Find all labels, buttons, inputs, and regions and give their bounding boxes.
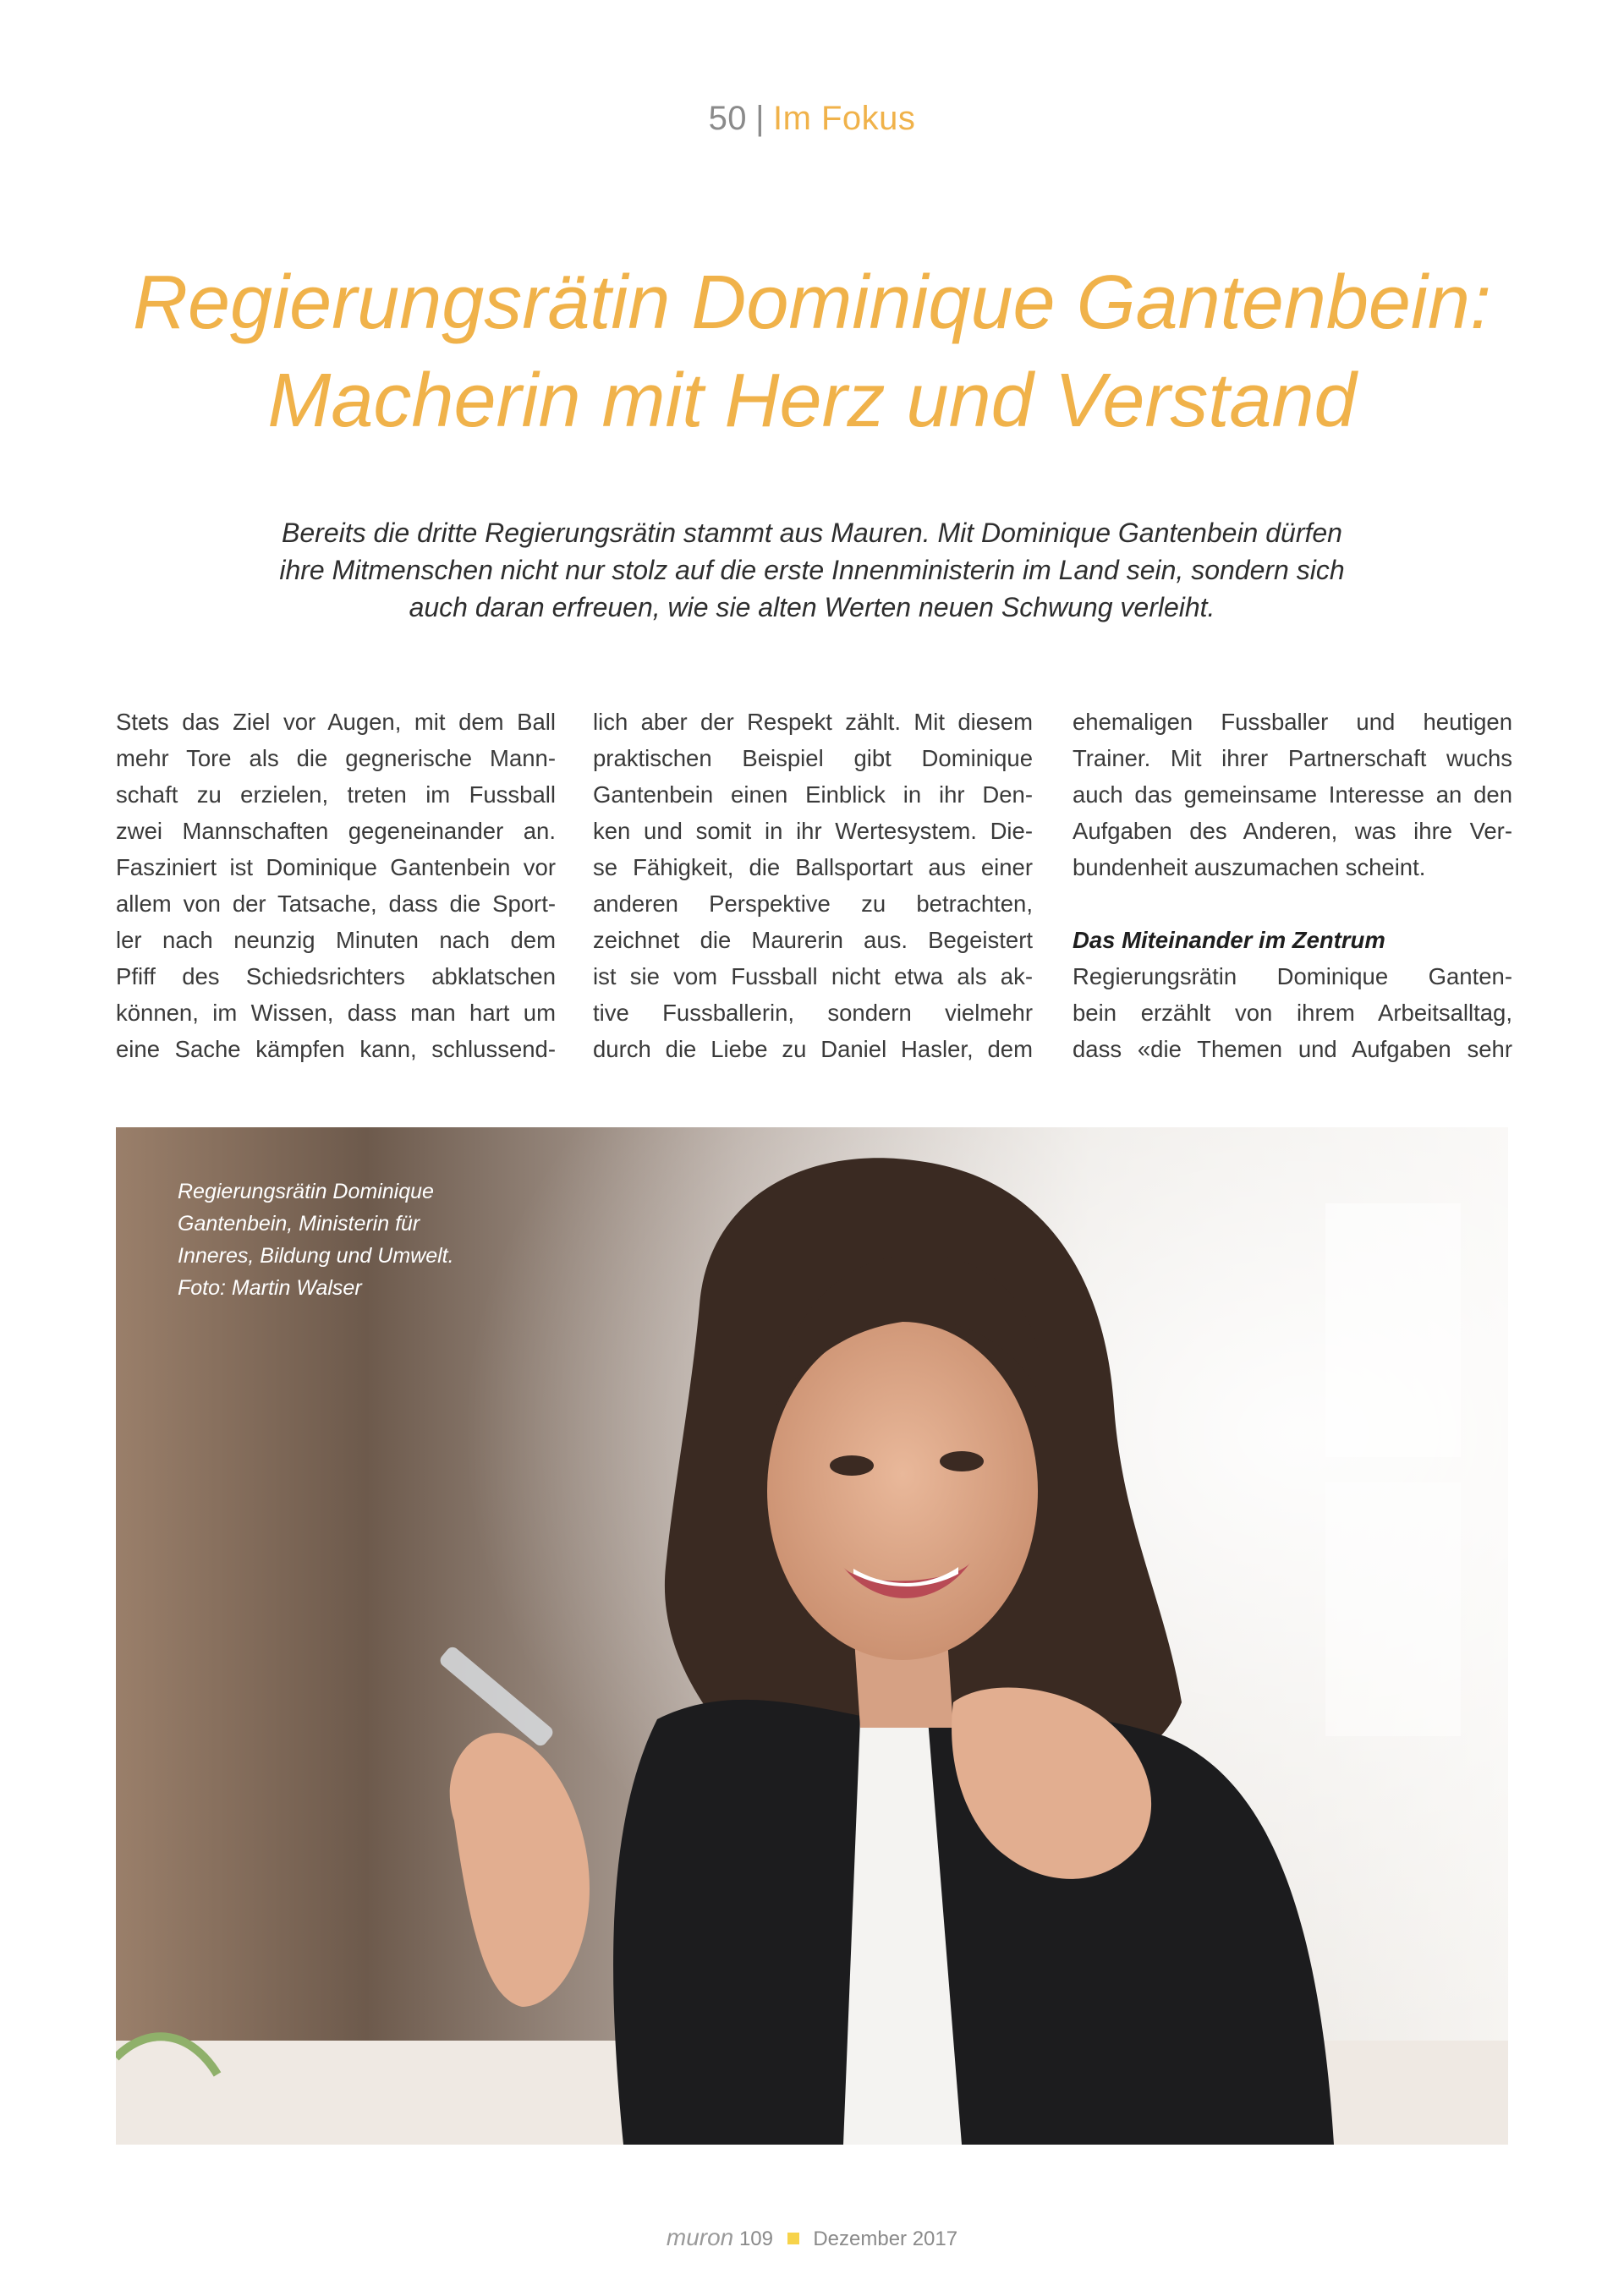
article-title	[85, 254, 1539, 450]
body-line: auch das gemeinsame Interesse an den	[1073, 781, 1512, 808]
body-line: Pfiff des Schiedsrichters abklatschen	[116, 963, 556, 989]
body-line: anderen Perspektive zu betrachten,	[593, 890, 1033, 917]
body-line: Trainer. Mit ihrer Partnerschaft wuchs	[1073, 745, 1512, 771]
body-line: Gantenbein einen Einblick in ihr Den-	[593, 781, 1033, 808]
body-line: zwei Mannschaften gegeneinander an.	[116, 818, 556, 844]
article-lead	[203, 514, 1421, 626]
issue-number: 109	[738, 2228, 773, 2250]
body-line: lich aber der Respekt zählt. Mit diesem	[593, 709, 1033, 735]
caption-line: Gantenbein, Ministerin für	[178, 1212, 420, 1236]
body-line: ist sie vom Fussball nicht etwa als ak-	[593, 963, 1033, 989]
lead-line: ihre Mitmenschen nicht nur stolz auf die erste Innenministerin im Land sein, sondern sich	[279, 555, 1345, 585]
body-line: bundenheit auszumachen scheint.	[1073, 854, 1426, 880]
article-title-line: Regierungsrätin Dominique Gantenbein:	[133, 260, 1491, 345]
body-line: dass «die Themen und Aufgaben sehr	[1073, 1036, 1512, 1062]
body-line: zeichnet die Maurerin aus. Begeistert	[593, 927, 1033, 953]
text-column-3	[1073, 704, 1512, 1067]
body-line: Fasziniert ist Dominique Gantenbein vor	[116, 854, 556, 880]
body-line: mehr Tore als die gegnerische Mann-	[116, 745, 556, 771]
caption-line: Foto: Martin Walser	[178, 1276, 362, 1300]
page-number: 50	[708, 100, 748, 137]
body-line: tive Fussballerin, sondern vielmehr	[593, 1000, 1033, 1026]
body-line: se Fähigkeit, die Ballsportart aus einer	[593, 854, 1033, 880]
page-header	[0, 100, 1624, 138]
page-footer	[0, 2224, 1624, 2251]
article-title-line: Macherin mit Herz und Verstand	[267, 359, 1357, 443]
issue-date: Dezember 2017	[813, 2228, 958, 2250]
lead-line: auch daran erfreuen, wie sie alten Werten neuen Schwung verleiht.	[409, 592, 1215, 622]
caption-line: Regierungsrätin Dominique	[178, 1180, 434, 1203]
text-column-1	[116, 704, 556, 1067]
magazine-name: muron	[666, 2224, 734, 2250]
body-line: praktischen Beispiel gibt Dominique	[593, 745, 1033, 771]
body-line: durch die Liebe zu Daniel Hasler, dem	[593, 1036, 1033, 1062]
body-line: Stets das Ziel vor Augen, mit dem Ball	[116, 709, 556, 735]
body-line: bein erzählt von ihrem Arbeitsalltag,	[1073, 1000, 1512, 1026]
body-line: eine Sache kämpfen kann, schlussend-	[116, 1036, 556, 1062]
body-line: ken und somit in ihr Wertesystem. Die-	[593, 818, 1033, 844]
text-column-2	[593, 704, 1033, 1067]
body-line: ehemaligen Fussballer und heutigen	[1073, 709, 1512, 735]
body-line: Regierungsrätin Dominique Ganten-	[1073, 963, 1512, 989]
footer-square-icon	[787, 2233, 799, 2244]
photo-caption	[178, 1175, 516, 1304]
body-line: schaft zu erzielen, treten im Fussball	[116, 781, 556, 808]
caption-line: Inneres, Bildung und Umwelt.	[178, 1244, 454, 1268]
header-separator: |	[755, 100, 765, 137]
body-line: ler nach neunzig Minuten nach dem	[116, 927, 556, 953]
body-line: können, im Wissen, dass man hart um	[116, 1000, 556, 1026]
lead-line: Bereits die dritte Regierungsrätin stammt aus Mauren. Mit Dominique Gantenbein dürfen	[282, 518, 1342, 548]
body-line: Aufgaben des Anderen, was ihre Ver-	[1073, 818, 1512, 844]
body-line: allem von der Tatsache, dass die Sport-	[116, 890, 556, 917]
section-name: Im Fokus	[772, 100, 916, 137]
subheading: Das Miteinander im Zentrum	[1073, 927, 1385, 953]
